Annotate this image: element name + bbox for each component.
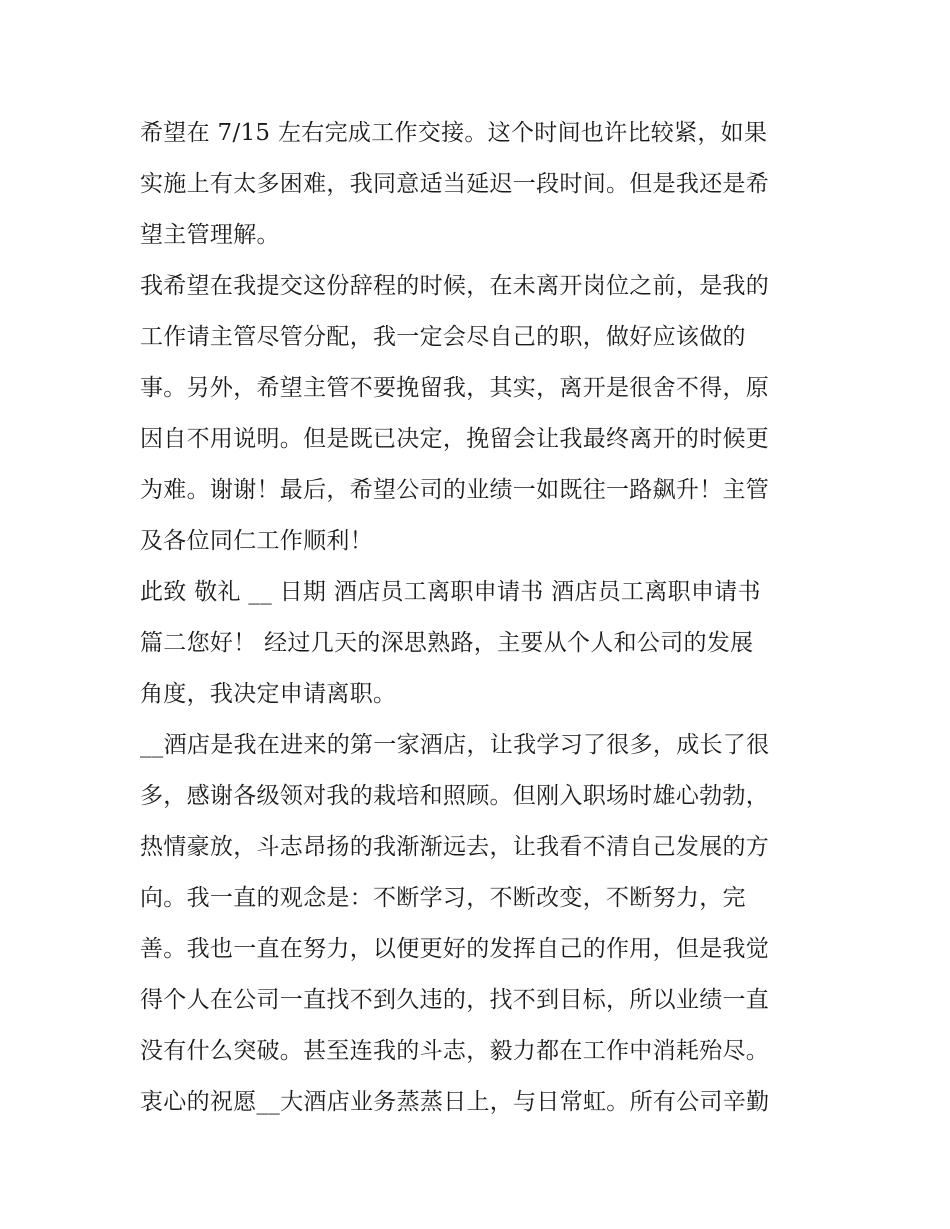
text-line: 事。另外，希望主管不要挽留我，其实，离开是很舍不得，原 [140,375,770,401]
text-line: 因自不用说明。但是既已决定，挽留会让我最终离开的时候更 [140,426,770,452]
text-line: 我希望在我提交这份辞程的时候，在未离开岗位之前，是我的 [140,273,770,299]
text-line: 篇二您好！ 经过几天的深思熟路，主要从个人和公司的发展 [140,630,754,656]
text-line: 衷心的祝愿__大酒店业务蒸蒸日上，与日常虹。所有公司辛勤 [140,1089,770,1115]
text-line: __酒店是我在进来的第一家酒店，让我学习了很多，成长了很 [140,732,770,758]
text-line: 希望在 7/15 左右完成工作交接。这个时间也许比较紧，如果 [140,120,768,146]
text-line: 多，感谢各级领对我的栽培和照顾。但刚入职场时雄心勃勃， [140,783,770,809]
text-line: 及各位同仁工作顺利！ [140,528,373,554]
text-line: 善。我也一直在努力，以便更好的发挥自己的作用，但是我觉 [140,936,770,962]
document-body [140,108,820,1128]
text-line: 此致 敬礼 __ 日期 酒店员工离职申请书 酒店员工离职申请书 [140,579,761,605]
text-line: 得个人在公司一直找不到久违的，找不到目标，所以业绩一直 [140,987,770,1013]
text-line: 望主管理解。 [140,222,280,248]
text-line: 没有什么突破。甚至连我的斗志，毅力都在工作中消耗殆尽。 [140,1038,770,1064]
text-line: 工作请主管尽管分配，我一定会尽自己的职，做好应该做的 [140,324,746,350]
text-line: 为难。谢谢！最后，希望公司的业绩一如既往一路飙升！主管 [140,477,770,503]
text-line: 角度，我决定申请离职。 [140,681,397,707]
text-line: 实施上有太多困难，我同意适当延迟一段时间。但是我还是希 [140,171,770,197]
text-line: 向。我一直的观念是：不断学习，不断改变，不断努力，完 [140,885,746,911]
text-line: 热情豪放，斗志昂扬的我渐渐远去，让我看不清自己发展的方 [140,834,770,860]
